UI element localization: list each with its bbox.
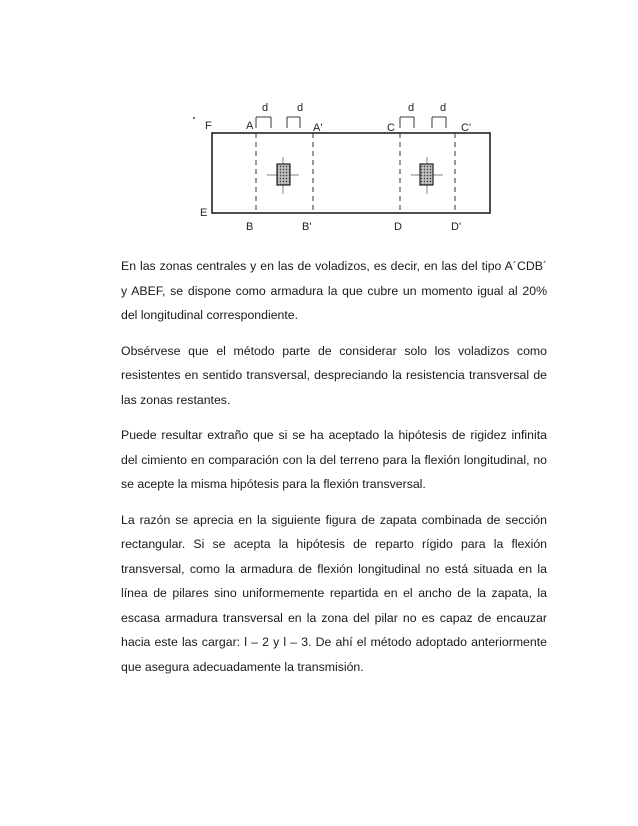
column-left	[267, 157, 299, 194]
label-d: D	[394, 221, 402, 233]
paragraph-3: Puede resultar extraño que si se ha aceptado la hipótesis de rigidez infinita del cimiento en comparación con la del terreno para la flexión longitudinal, no se acepte la misma hipótesis para la flexión transversal.	[121, 428, 547, 491]
label-d-4: d	[440, 102, 447, 114]
label-c: C	[387, 122, 395, 134]
label-a: A	[246, 120, 254, 132]
label-f: F	[205, 120, 212, 132]
label-b: B	[246, 221, 254, 233]
stray-dot	[193, 117, 195, 119]
footing-outline	[212, 133, 490, 213]
paragraph-1: En las zonas centrales y en las de voladizos, es decir, en las del tipo A´CDB´ y ABEF, se dispone como armadura la que cubre un momento igual al 20% del longitudinal correspondiente.	[121, 259, 547, 322]
label-a-prime: A'	[313, 122, 323, 134]
label-e: E	[200, 207, 208, 219]
label-c-prime: C'	[461, 122, 472, 134]
paragraph-4: La razón se aprecia en la siguiente figura de zapata combinada de sección rectangular. Si se acepta la hipótesis de reparto rígido para la flexión transversal, como la armadura de flexión longitudinal no está situada en la línea de pilares sino uniformemente repartida en el ancho de la zapata, la escasa armadura transversal en la zona del pilar no es capaz de encauzar hacia este las cargar: l – 2 y l – 3. De ahí el método adoptado anteriormente que asegura adecuadamente la transmisión.	[121, 512, 547, 674]
dimension-marks-left	[256, 117, 300, 128]
label-d-2: d	[297, 102, 304, 114]
body-text	[121, 254, 547, 690]
label-d-1: d	[262, 102, 269, 114]
paragraph-2: Obsérvese que el método parte de considerar solo los voladizos como resistentes en sentido transversal, despreciando la resistencia transversal de las zonas restantes.	[121, 343, 547, 407]
label-d-prime: D'	[451, 221, 462, 233]
column-right	[411, 157, 443, 194]
label-d-3: d	[408, 102, 415, 114]
label-b-prime: B'	[302, 221, 312, 233]
footing-plan-diagram	[0, 0, 638, 250]
dimension-marks-right	[400, 117, 446, 128]
